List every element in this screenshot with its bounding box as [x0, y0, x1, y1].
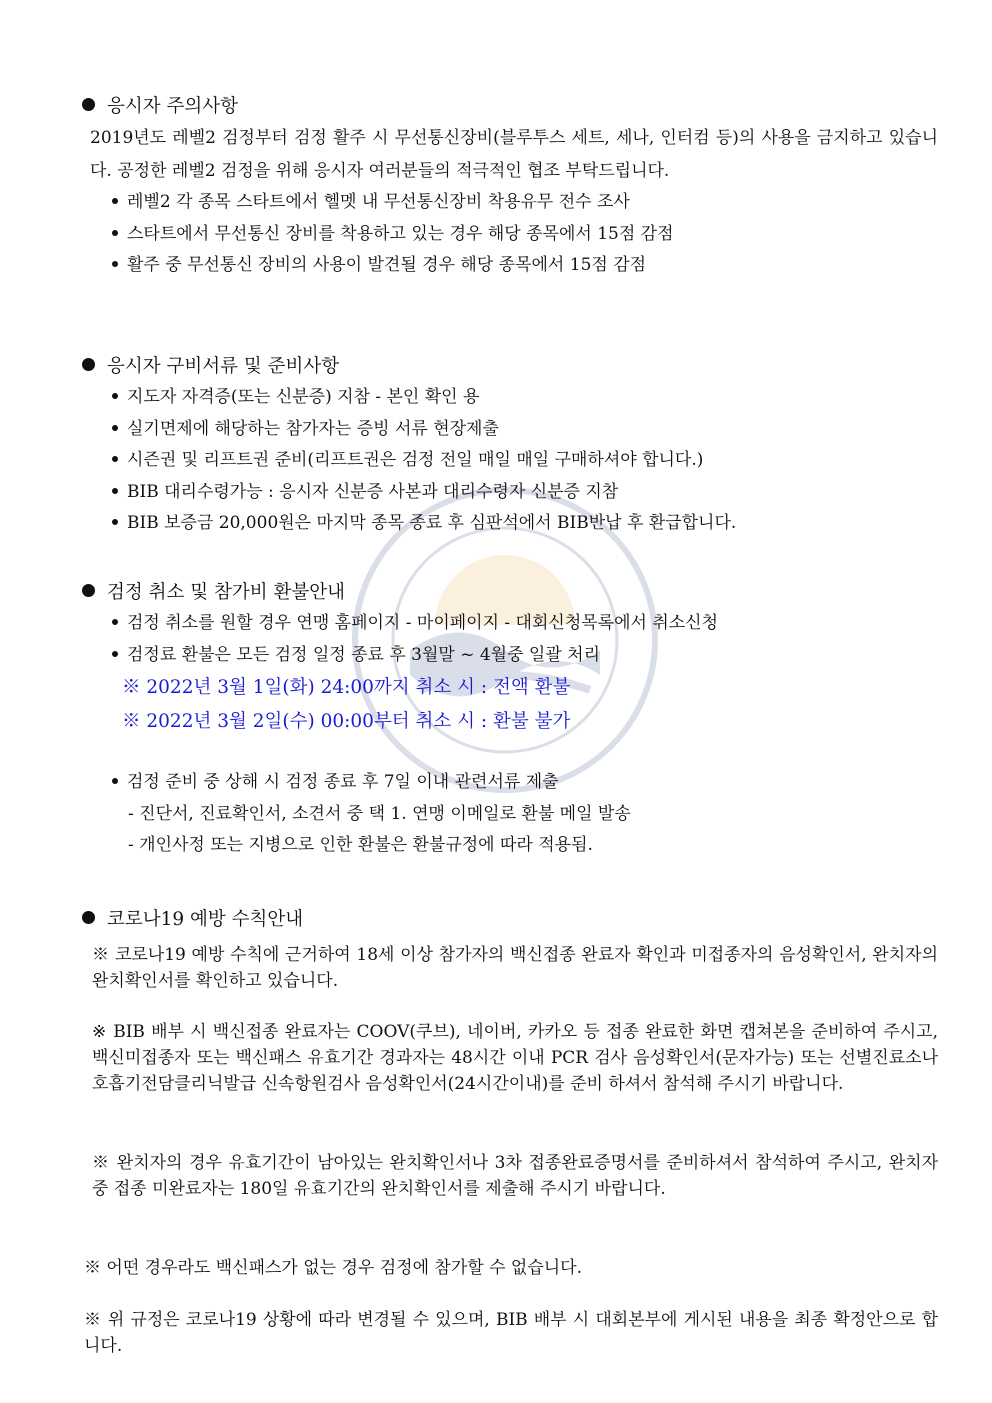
list-item: 지도자 자격증(또는 신분증) 지참 - 본인 확인 용 — [78, 382, 938, 414]
list-item: 활주 중 무선통신 장비의 사용이 발견될 경우 해당 종목에서 15점 감점 — [78, 250, 938, 282]
list-item: 검정 취소를 원할 경우 연맹 홈페이지 - 마이페이지 - 대회신청목록에서 취소신청 — [78, 608, 938, 640]
small-bullet-icon — [112, 393, 118, 399]
small-bullet-icon — [112, 651, 118, 657]
bullet-icon — [82, 911, 95, 924]
section-heading — [78, 352, 938, 382]
list-item: BIB 대리수령가능 : 응시자 신분증 사본과 대리수령자 신분증 지참 — [78, 477, 938, 509]
final-note: ※ 위 규정은 코로나19 상황에 따라 변경될 수 있으며, BIB 배부 시 대회본부에 게시된 내용을 최종 확정안으로 합니다. — [84, 1310, 938, 1356]
small-bullet-icon — [112, 456, 118, 462]
small-bullet-icon — [112, 261, 118, 267]
section-heading — [78, 92, 938, 122]
covid-paragraph: ※ 완치자의 경우 유효기간이 남아있는 완치확인서나 3차 접종완료증명서를 준비하셔서 참석하여 주시고, 완치자 중 접종 미완료자는 180일 유효기간의 완치확인서를 제출해 주시기 바랍니다. — [92, 1153, 938, 1199]
heading-text: 코로나19 예방 수칙안내 — [107, 909, 304, 930]
section-precautions — [78, 92, 938, 282]
small-bullet-icon — [112, 425, 118, 431]
refund-notice: ※ 2022년 3월 1일(화) 24:00까지 취소 시 : 전액 환불 — [122, 677, 571, 698]
detail-item: - 진단서, 진료확인서, 소견서 중 택 1. 연맹 이메일로 환불 메일 발송 — [128, 803, 631, 824]
bullet-icon — [82, 98, 95, 111]
small-bullet-icon — [112, 198, 118, 204]
final-note: ※ 어떤 경우라도 백신패스가 없는 경우 검정에 참가할 수 없습니다. — [84, 1258, 583, 1278]
bullet-icon — [82, 584, 95, 597]
small-bullet-icon — [112, 778, 118, 784]
heading-text: 응시자 구비서류 및 준비사항 — [107, 356, 340, 377]
heading-text: 응시자 주의사항 — [107, 96, 238, 117]
section-covid — [78, 905, 938, 935]
list-item: 시즌권 및 리프트권 준비(리프트권은 검정 전일 매일 매일 구매하셔야 합니다.) — [78, 445, 938, 477]
list-item: 스타트에서 무선통신 장비를 착용하고 있는 경우 해당 종목에서 15점 감점 — [78, 219, 938, 251]
section-refund — [78, 578, 938, 862]
intro-paragraph: 2019년도 레벨2 검정부터 검정 활주 시 무선통신장비(블루투스 세트, 세나, 인터컴 등)의 사용을 금지하고 있습니다. 공정한 레벨2 검정을 위해 응시자 여러분들의 적극적인 협조 부탁드립니다. — [90, 128, 938, 181]
detail-item: - 개인사정 또는 지병으로 인한 환불은 환불규정에 따라 적용됨. — [128, 835, 593, 855]
small-bullet-icon — [112, 619, 118, 625]
small-bullet-icon — [112, 488, 118, 494]
section-documents — [78, 352, 938, 540]
refund-notice: ※ 2022년 3월 2일(수) 00:00부터 취소 시 : 환불 불가 — [122, 711, 571, 732]
list-item: BIB 보증금 20,000원은 마지막 종목 종료 후 심판석에서 BIB반납 후 환급합니다. — [78, 508, 938, 540]
small-bullet-icon — [112, 519, 118, 525]
bullet-icon — [82, 358, 95, 371]
small-bullet-icon — [112, 230, 118, 236]
covid-paragraph: ※ 코로나19 예방 수칙에 근거하여 18세 이상 참가자의 백신접종 완료자 확인과 미접종자의 음성확인서, 완치자의 완치확인서를 확인하고 있습니다. — [92, 945, 938, 991]
list-item: 실기면제에 해당하는 참가자는 증빙 서류 현장제출 — [78, 414, 938, 446]
section-heading — [78, 905, 938, 935]
covid-paragraph: ※ BIB 배부 시 백신접종 완료자는 COOV(쿠브), 네이버, 카카오 등 접종 완료한 화면 캡쳐본을 준비하여 주시고, 백신미접종자 또는 백신패스 유효기간 경과자는 48시간 이내 PCR 검사 음성확인서(문자가능) 또는 선별진료소나 호흡기전담클리닉발급 신속항원검사 음성확인서(24시간이내)를 준비 하셔서 참석해 주시기 바랍니다. — [92, 1022, 938, 1094]
section-heading — [78, 578, 938, 608]
heading-text: 검정 취소 및 참가비 환불안내 — [107, 582, 345, 603]
list-item: 검정료 환불은 모든 검정 일정 종료 후 3월말 ~ 4월중 일괄 처리 — [78, 640, 938, 672]
list-item: 레벨2 각 종목 스타트에서 헬멧 내 무선통신장비 착용유무 전수 조사 — [78, 187, 938, 219]
list-item: 검정 준비 중 상해 시 검정 종료 후 7일 이내 관련서류 제출 — [78, 767, 938, 799]
